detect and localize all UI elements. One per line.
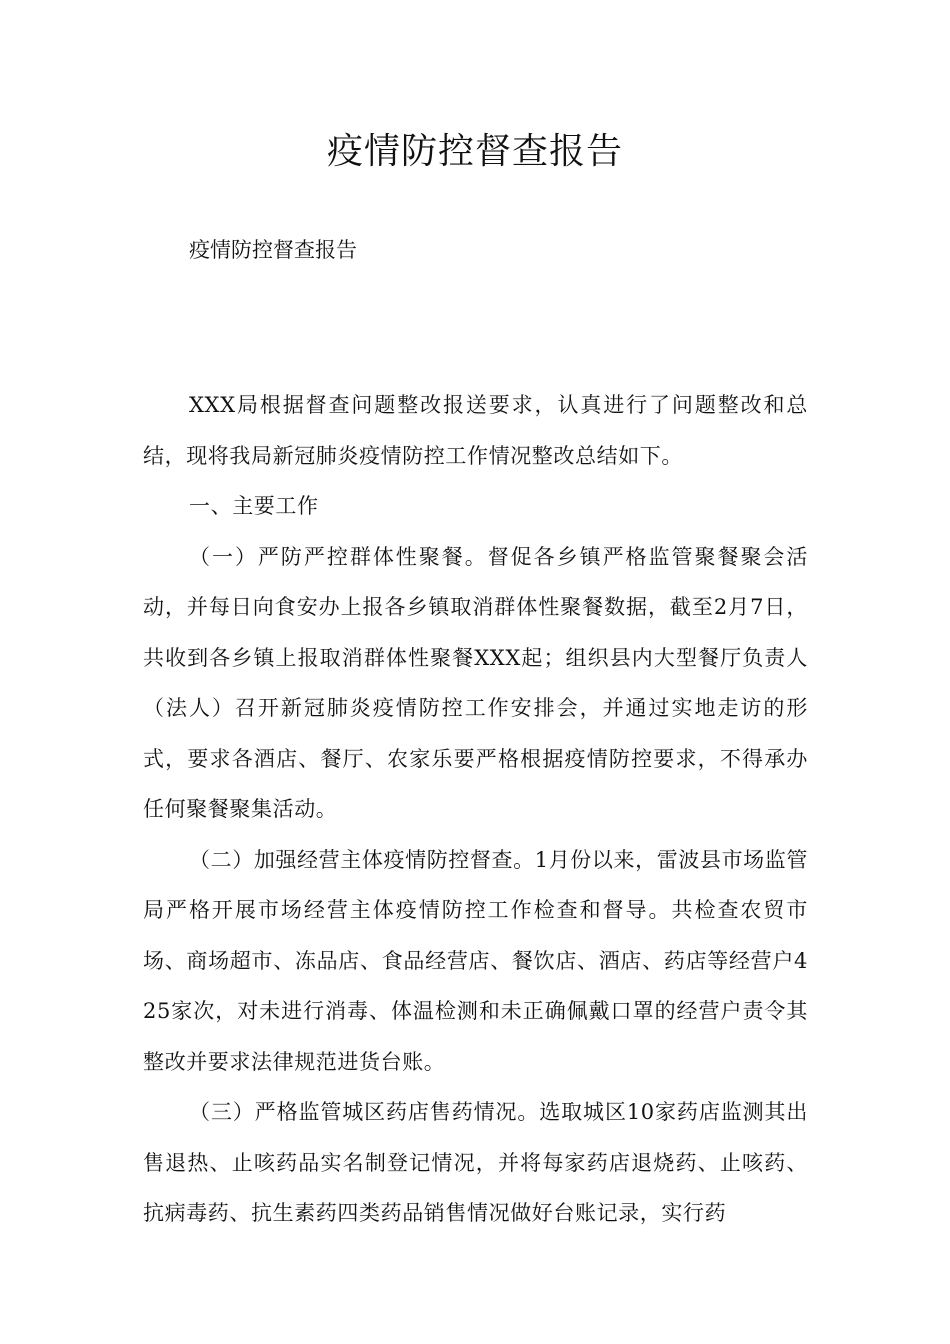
paragraph-item-3: （三）严格监管城区药店售药情况。选取城区10家药店监测其出售退热、止咳药品实名制登记情况，并将每家药店退烧药、止咳药、抗病毒药、抗生素药四类药品销售情况做好台账记录，实行药 — [143, 1100, 808, 1225]
paragraph-intro: XXX局根据督查问题整改报送要求，认真进行了问题整改和总结，现将我局新冠肺炎疫情防控工作情况整改总结如下。 — [143, 393, 808, 468]
document-subtitle: 疫情防控督查报告 — [189, 238, 357, 262]
paragraph-item-1: （一）严防严控群体性聚餐。督促各乡镇严格监管聚餐聚会活动，并每日向食安办上报各乡镇取消群体性聚餐数据，截至2月7日，共收到各乡镇上报取消群体性聚餐XXX起；组织县内大型餐厅负责人（法人）召开新冠肺炎疫情防控工作安排会，并通过实地走访的形式，要求各酒店、餐厅、农家乐要严格根据疫情防控要求，不得承办任何聚餐聚集活动。 — [143, 544, 808, 821]
document-title: 疫情防控督查报告 — [326, 131, 623, 172]
document-body — [143, 380, 808, 1239]
section-heading-main-work: 一、主要工作 — [189, 494, 319, 518]
paragraph-item-2: （二）加强经营主体疫情防控督查。1月份以来，雷波县市场监管局严格开展市场经营主体疫情防控工作检查和督导。共检查农贸市场、商场超市、冻品店、食品经营店、餐饮店、酒店、药店等经营户425家次，对未进行消毒、体温检测和未正确佩戴口罩的经营户责令其整改并要求法律规范进货台账。 — [143, 847, 808, 1074]
